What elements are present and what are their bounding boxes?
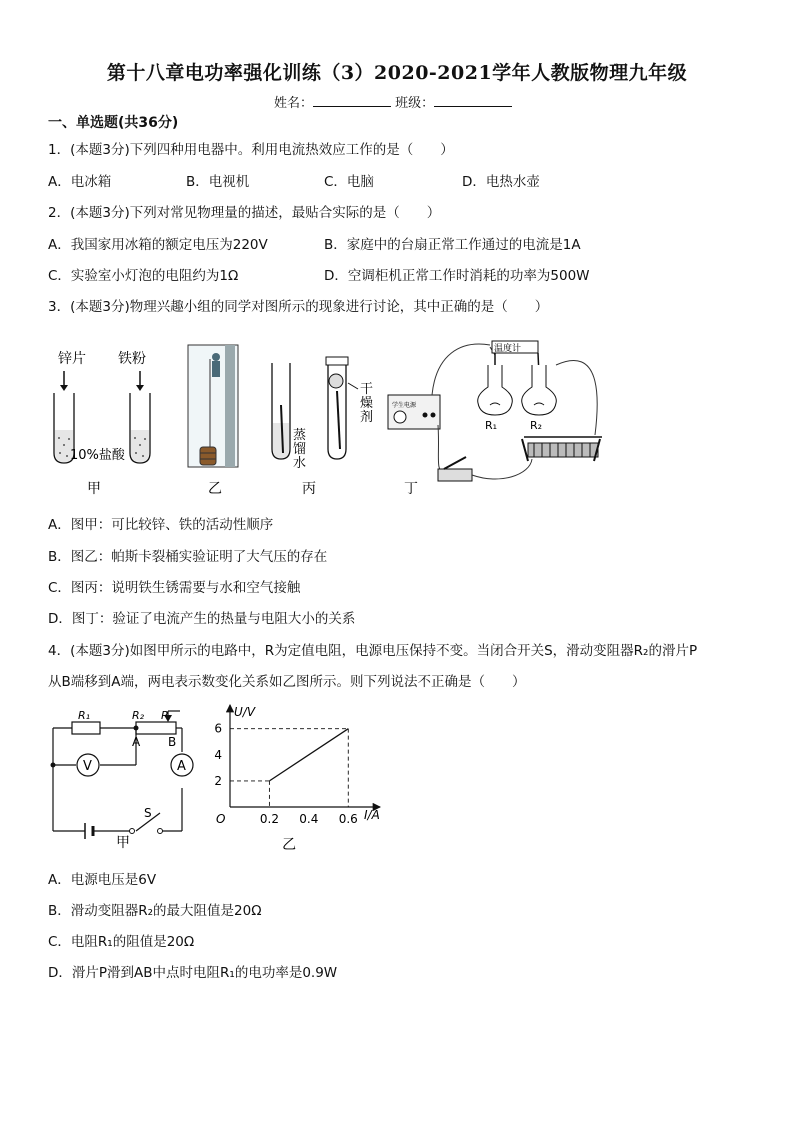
desiccant-1: 干 [360,382,374,397]
q4-option-d[interactable]: D．滑片P滑到AB中点时电阻R₁的电功率是0.9W [48,965,338,981]
q3-option-d[interactable]: D．图丁：验证了电流产生的热量与电阻大小的关系 [48,611,356,627]
q4-circuit-figure [40,705,200,855]
fig-ding-circuit [388,341,602,497]
chart-caption: 乙 [282,837,297,853]
q1-option-d[interactable]: D．电热水壶 [462,174,540,190]
end-a-label: A [132,735,141,749]
r1-label: R₁ [485,419,498,432]
y-axis-label: U/V [234,705,256,719]
q4-stem-line1: 4．(本题3分)如图甲所示的电路中，R为定值电阻，电源电压保持不变。当闭合开关S，滑动变阻器R₂的滑片P [48,643,698,659]
caption-bing: 丙 [302,481,316,497]
x-tick-label: 0.2 [259,812,279,826]
page-title: 第十八章电功率强化训练（3）2020-2021学年人教版物理九年级 [106,62,688,84]
circuit-caption: 甲 [116,835,130,851]
resistor-r1 [72,722,100,734]
q3-option-b[interactable]: B．图乙：帕斯卡裂桶实验证明了大气压的存在 [48,549,328,565]
q4-stem-line2: 从B端移到A端，两电表示数变化关系如乙图所示。则下列说法不正确是（ ） [48,674,526,690]
q4-option-b[interactable]: B．滑动变阻器R₂的最大阻值是20Ω [48,903,262,919]
fig-yi-barrel [188,345,238,497]
power-supply-label: 学生电源 [392,402,417,409]
q2-option-b[interactable]: B．家庭中的台扇正常工作通过的电流是1A [324,237,581,253]
q1-option-c[interactable]: C．电脑 [324,174,374,190]
q3-figure [40,335,620,500]
caption-yi: 乙 [208,481,222,497]
slider-p-label: P [161,709,168,722]
q3-option-c[interactable]: C．图丙：说明铁生锈需要与水和空气接触 [48,580,301,596]
q4-ui-chart [205,700,395,855]
distilled-2: 馏 [293,442,307,457]
fig-bing-rust [272,357,373,497]
acid-label: 10%盐酸 [70,448,125,463]
caption-ding: 丁 [404,481,418,497]
class-blank[interactable] [434,94,512,107]
zinc-label: 锌片 [58,351,86,367]
q3-option-a[interactable]: A．图甲：可比较锌、铁的活动性顺序 [48,517,274,533]
section-title: 一、单选题(共36分) [48,115,179,131]
series-line [269,729,348,781]
origin-label: O [216,812,226,826]
name-label: 姓名： [274,96,314,111]
student-info [274,92,512,111]
y-tick-label: 4 [214,747,222,762]
q2-option-c[interactable]: C．实验室小灯泡的电阻约为1Ω [48,268,239,284]
q3-stem: 3．(本题3分)物理兴趣小组的同学对图所示的现象进行讨论，其中正确的是（ ） [48,299,549,315]
fig-jia-test-tubes [54,350,150,497]
q2-option-d[interactable]: D．空调柜机正常工作时消耗的功率为500W [324,268,590,284]
q4-option-c[interactable]: C．电阻R₁的阻值是20Ω [48,934,195,950]
end-b-label: B [168,735,177,749]
caption-jia: 甲 [87,481,101,497]
desiccant-3: 剂 [360,410,374,425]
q2-stem: 2．(本题3分)下列对常见物理量的描述，最贴合实际的是（ ） [48,205,441,221]
class-label: 班级： [395,96,435,111]
distilled-3: 水 [293,456,307,471]
circuit-r1-label: R₁ [78,709,91,722]
r2-label: R₂ [530,419,543,432]
y-tick-label: 6 [214,721,222,736]
desiccant-2: 燥 [360,396,374,411]
iron-powder-label: 铁粉 [118,351,146,367]
q1-option-a[interactable]: A．电冰箱 [48,174,112,190]
thermometer-label: 温度计 [494,344,522,354]
distilled-1: 蒸 [293,428,307,443]
x-tick-label: 0.6 [338,812,358,826]
q2-option-a[interactable]: A．我国家用冰箱的额定电压为220V [48,237,268,253]
slide-rheostat-r2 [136,722,176,734]
q1-stem: 1．(本题3分)下列四种用电器中。利用电流热效应工作的是（ ） [48,142,454,158]
q4-option-a[interactable]: A．电源电压是6V [48,872,157,888]
voltmeter-label: V [83,759,92,774]
circuit-r2-label: R₂ [132,709,145,722]
x-tick-label: 0.4 [299,812,319,826]
ammeter-label: A [177,759,186,774]
x-axis-label: I/A [364,808,380,822]
q1-option-b[interactable]: B．电视机 [186,174,250,190]
switch-s-label: S [144,806,152,820]
y-tick-label: 2 [214,773,222,788]
name-blank[interactable] [313,94,391,107]
